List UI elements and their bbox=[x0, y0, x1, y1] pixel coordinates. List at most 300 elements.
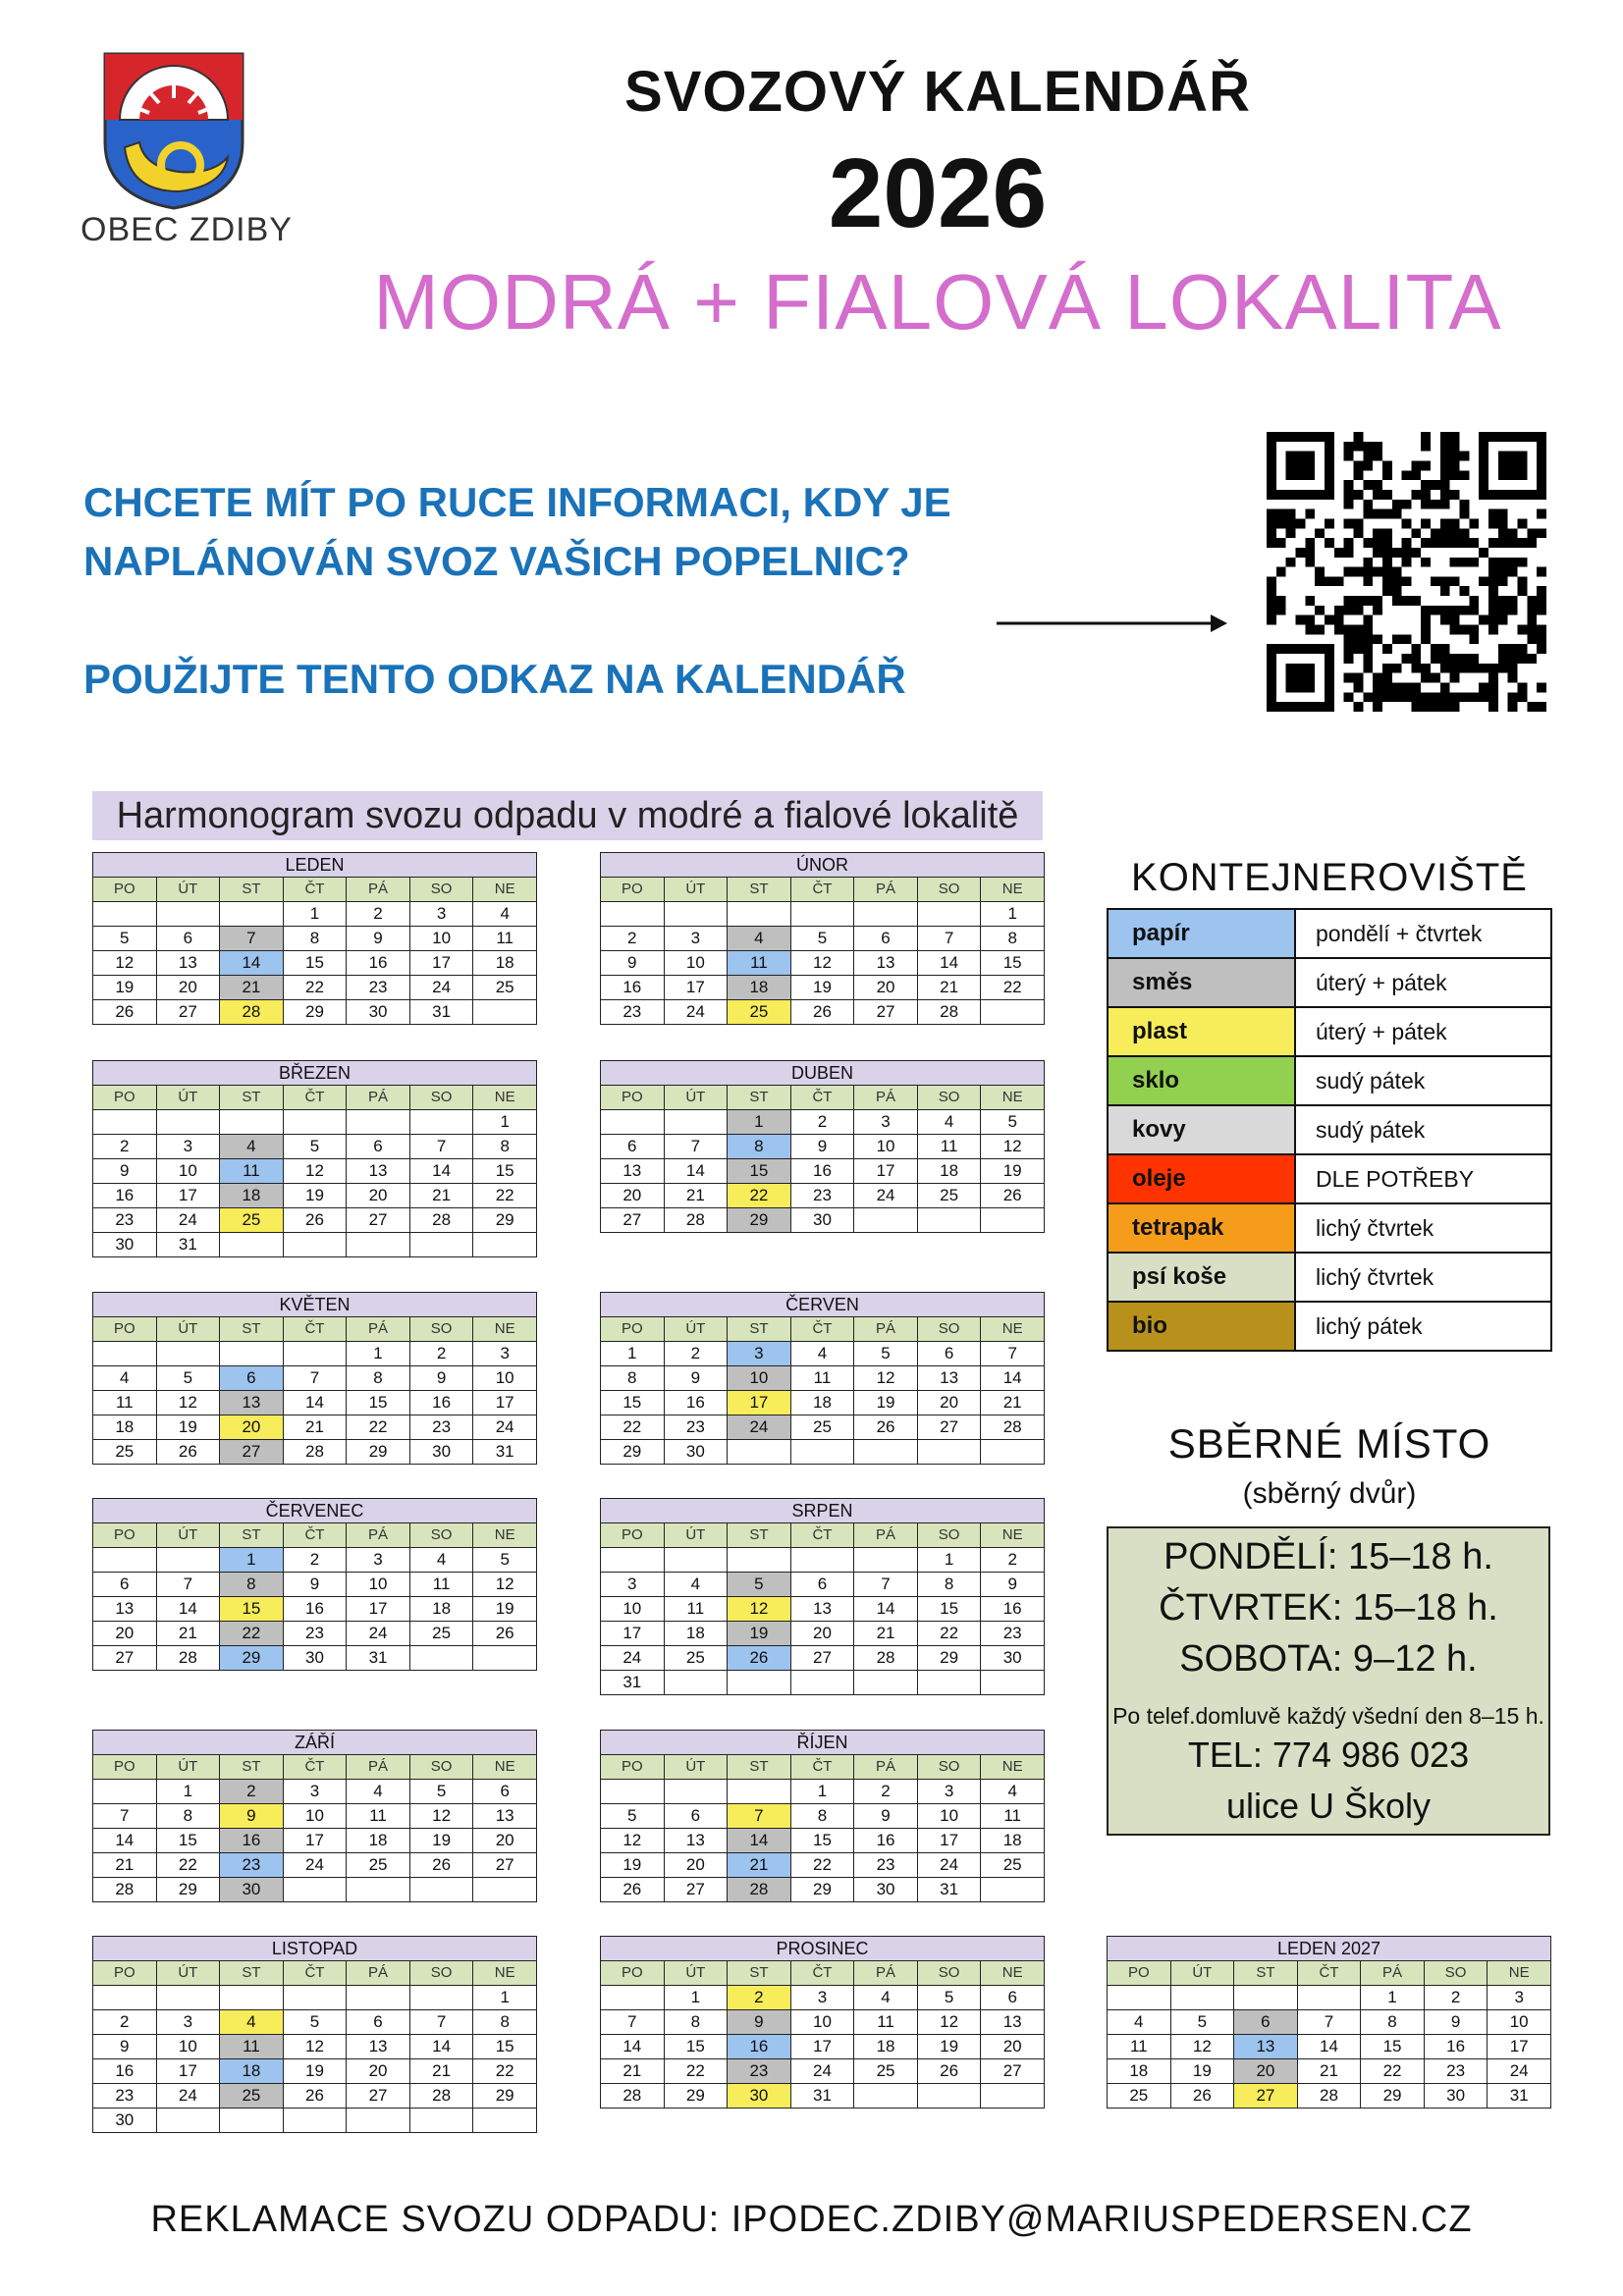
date-cell: 12 bbox=[283, 2035, 347, 2059]
date-cell: 27 bbox=[347, 2084, 410, 2109]
date-cell: 15 bbox=[601, 1391, 665, 1415]
empty-cell bbox=[347, 1986, 410, 2010]
empty-cell bbox=[917, 1671, 981, 1695]
date-cell: 1 bbox=[981, 902, 1045, 927]
week-row bbox=[93, 1597, 537, 1622]
date-cell: 11 bbox=[1108, 2035, 1171, 2059]
date-cell: 10 bbox=[1488, 2010, 1551, 2035]
collection-date-cell: 23 bbox=[728, 2059, 791, 2084]
date-cell: 15 bbox=[917, 1597, 981, 1622]
waste-type-label: kovy bbox=[1108, 1105, 1295, 1154]
weekday-label: ÚT bbox=[664, 1961, 728, 1986]
collection-date-cell: 27 bbox=[220, 1440, 284, 1465]
weekday-label: PO bbox=[93, 1755, 157, 1780]
date-cell: 28 bbox=[854, 1646, 918, 1671]
arrow-right-icon bbox=[997, 609, 1227, 638]
empty-cell bbox=[790, 1548, 854, 1573]
collection-date-cell: 1 bbox=[728, 1110, 791, 1135]
date-cell: 26 bbox=[601, 1878, 665, 1902]
waste-type-label: oleje bbox=[1108, 1154, 1295, 1203]
date-cell: 8 bbox=[790, 1804, 854, 1829]
date-cell: 21 bbox=[409, 2059, 473, 2084]
date-cell: 6 bbox=[917, 1342, 981, 1366]
weekday-label: PO bbox=[93, 878, 157, 902]
date-cell: 31 bbox=[601, 1671, 665, 1695]
date-cell: 20 bbox=[854, 976, 918, 1000]
date-cell: 14 bbox=[854, 1597, 918, 1622]
weekday-label: ST bbox=[728, 1317, 791, 1342]
week-row bbox=[601, 1780, 1045, 1804]
date-cell: 13 bbox=[981, 2010, 1045, 2035]
date-cell: 21 bbox=[283, 1415, 347, 1440]
empty-cell bbox=[728, 902, 791, 927]
weekday-label: ČT bbox=[790, 1523, 854, 1548]
date-cell: 5 bbox=[283, 1135, 347, 1159]
date-cell: 23 bbox=[93, 2084, 157, 2109]
legend-row bbox=[1108, 1105, 1551, 1154]
collection-date-cell: 15 bbox=[728, 1159, 791, 1184]
date-cell: 1 bbox=[473, 1986, 537, 2010]
date-cell: 5 bbox=[1170, 2010, 1234, 2035]
date-cell: 30 bbox=[981, 1646, 1045, 1671]
page-title: SVOZOVÝ KALENDÁŘ bbox=[624, 60, 1251, 124]
date-cell: 21 bbox=[601, 2059, 665, 2084]
waste-type-label: plast bbox=[1108, 1007, 1295, 1056]
date-cell: 4 bbox=[917, 1110, 981, 1135]
date-cell: 15 bbox=[347, 1391, 410, 1415]
empty-cell bbox=[93, 1342, 157, 1366]
weekday-label: PO bbox=[601, 1523, 665, 1548]
empty-cell bbox=[601, 1780, 665, 1804]
month-table bbox=[600, 1730, 1045, 1902]
date-cell: 16 bbox=[93, 2059, 157, 2084]
date-cell: 9 bbox=[283, 1573, 347, 1597]
date-cell: 7 bbox=[409, 1135, 473, 1159]
date-cell: 2 bbox=[93, 1135, 157, 1159]
empty-cell bbox=[664, 1110, 728, 1135]
date-cell: 16 bbox=[409, 1391, 473, 1415]
week-row bbox=[1108, 2035, 1551, 2059]
date-cell: 3 bbox=[790, 1986, 854, 2010]
date-cell: 24 bbox=[917, 1853, 981, 1878]
collection-point-hours-box bbox=[1107, 1526, 1550, 1836]
weekday-label: PO bbox=[1108, 1961, 1171, 1986]
collection-date-cell: 7 bbox=[728, 1804, 791, 1829]
date-cell: 9 bbox=[1424, 2010, 1488, 2035]
date-cell: 13 bbox=[854, 951, 918, 976]
waste-legend-table bbox=[1107, 908, 1552, 1352]
date-cell: 20 bbox=[917, 1391, 981, 1415]
empty-cell bbox=[728, 1671, 791, 1695]
week-row bbox=[93, 2109, 537, 2133]
weekday-label: ÚT bbox=[156, 1086, 220, 1110]
date-cell: 26 bbox=[156, 1440, 220, 1465]
week-row bbox=[93, 1878, 537, 1902]
date-cell: 2 bbox=[93, 2010, 157, 2035]
date-cell: 24 bbox=[1488, 2059, 1551, 2084]
week-row bbox=[601, 1159, 1045, 1184]
collection-date-cell: 29 bbox=[220, 1646, 284, 1671]
month-table bbox=[92, 1936, 537, 2133]
weekday-label: PO bbox=[93, 1961, 157, 1986]
legend-row bbox=[1108, 1203, 1551, 1253]
weekday-label: PO bbox=[601, 878, 665, 902]
date-cell: 2 bbox=[981, 1548, 1045, 1573]
complaints-contact[interactable]: REKLAMACE SVOZU ODPADU: IPODEC.ZDIBY@MARIUSPEDERSEN.CZ bbox=[150, 2199, 1473, 2240]
date-cell: 28 bbox=[409, 2084, 473, 2109]
date-cell: 3 bbox=[283, 1780, 347, 1804]
date-cell: 31 bbox=[409, 1000, 473, 1025]
date-cell: 26 bbox=[981, 1184, 1045, 1208]
collection-point-subtitle: (sběrný dvůr) bbox=[1242, 1477, 1417, 1510]
empty-cell bbox=[981, 1671, 1045, 1695]
month-table bbox=[92, 1292, 537, 1465]
date-cell: 13 bbox=[664, 1829, 728, 1853]
collection-schedule-text: úterý + pátek bbox=[1295, 1007, 1551, 1056]
collection-date-cell: 26 bbox=[728, 1646, 791, 1671]
week-row bbox=[93, 1646, 537, 1671]
weekday-label: ČT bbox=[283, 1523, 347, 1548]
weekday-label: NE bbox=[981, 1317, 1045, 1342]
collection-date-cell: 28 bbox=[728, 1878, 791, 1902]
date-cell: 25 bbox=[473, 976, 537, 1000]
empty-cell bbox=[790, 1671, 854, 1695]
empty-cell bbox=[473, 1233, 537, 1257]
weekday-label: PO bbox=[93, 1523, 157, 1548]
collection-schedule-text: pondělí + čtvrtek bbox=[1295, 909, 1551, 958]
week-row bbox=[601, 1622, 1045, 1646]
empty-cell bbox=[917, 1440, 981, 1465]
empty-cell bbox=[283, 1986, 347, 2010]
month-name: ZÁŘÍ bbox=[93, 1731, 537, 1755]
date-cell: 20 bbox=[347, 2059, 410, 2084]
date-cell: 17 bbox=[854, 1159, 918, 1184]
week-row bbox=[601, 976, 1045, 1000]
date-cell: 31 bbox=[156, 1233, 220, 1257]
calendar-link-text: POUŽIJTE TENTO ODKAZ NA KALENDÁŘ bbox=[83, 656, 906, 702]
month-name: BŘEZEN bbox=[93, 1061, 537, 1086]
date-cell: 28 bbox=[1297, 2084, 1361, 2109]
date-cell: 28 bbox=[917, 1000, 981, 1025]
weekday-label: PÁ bbox=[854, 1086, 918, 1110]
weekday-label: SO bbox=[409, 878, 473, 902]
date-cell: 8 bbox=[347, 1366, 410, 1391]
date-cell: 11 bbox=[854, 2010, 918, 2035]
weekday-label: ČT bbox=[283, 1317, 347, 1342]
collection-date-cell: 8 bbox=[728, 1135, 791, 1159]
date-cell: 5 bbox=[156, 1366, 220, 1391]
date-cell: 25 bbox=[409, 1622, 473, 1646]
date-cell: 29 bbox=[790, 1878, 854, 1902]
empty-cell bbox=[156, 1548, 220, 1573]
date-cell: 3 bbox=[347, 1548, 410, 1573]
date-cell: 28 bbox=[981, 1415, 1045, 1440]
date-cell: 21 bbox=[156, 1622, 220, 1646]
empty-cell bbox=[347, 2109, 410, 2133]
empty-cell bbox=[156, 1342, 220, 1366]
date-cell: 24 bbox=[473, 1415, 537, 1440]
date-cell: 18 bbox=[854, 2035, 918, 2059]
week-row bbox=[93, 1184, 537, 1208]
collection-schedule-text: lichý čtvrtek bbox=[1295, 1203, 1551, 1253]
date-cell: 20 bbox=[156, 976, 220, 1000]
weekday-label: PÁ bbox=[854, 878, 918, 902]
weekday-label: PÁ bbox=[347, 1961, 410, 1986]
weekday-label: PÁ bbox=[347, 878, 410, 902]
empty-cell bbox=[917, 2084, 981, 2109]
date-cell: 29 bbox=[473, 2084, 537, 2109]
date-cell: 8 bbox=[664, 2010, 728, 2035]
date-cell: 21 bbox=[981, 1391, 1045, 1415]
weekday-label: PÁ bbox=[854, 1755, 918, 1780]
date-cell: 15 bbox=[283, 951, 347, 976]
collection-schedule-text: sudý pátek bbox=[1295, 1105, 1551, 1154]
collection-date-cell: 25 bbox=[220, 2084, 284, 2109]
empty-cell bbox=[409, 1878, 473, 1902]
date-cell: 22 bbox=[473, 1184, 537, 1208]
date-cell: 3 bbox=[156, 1135, 220, 1159]
collection-schedule-text: lichý čtvrtek bbox=[1295, 1253, 1551, 1302]
date-cell: 12 bbox=[93, 951, 157, 976]
collection-date-cell: 4 bbox=[220, 2010, 284, 2035]
date-cell: 16 bbox=[664, 1391, 728, 1415]
empty-cell bbox=[156, 902, 220, 927]
date-cell: 10 bbox=[283, 1804, 347, 1829]
collection-date-cell: 18 bbox=[220, 1184, 284, 1208]
empty-cell bbox=[917, 902, 981, 927]
container-site-title: KONTEJNEROVIŠTĚ bbox=[1131, 856, 1528, 899]
empty-cell bbox=[1234, 1986, 1298, 2010]
weekday-label: NE bbox=[473, 1086, 537, 1110]
collection-date-cell: 13 bbox=[220, 1391, 284, 1415]
date-cell: 1 bbox=[1361, 1986, 1425, 2010]
date-cell: 3 bbox=[156, 2010, 220, 2035]
date-cell: 22 bbox=[601, 1415, 665, 1440]
date-cell: 18 bbox=[790, 1391, 854, 1415]
date-cell: 17 bbox=[1488, 2035, 1551, 2059]
date-cell: 13 bbox=[917, 1366, 981, 1391]
date-cell: 19 bbox=[283, 2059, 347, 2084]
date-cell: 14 bbox=[981, 1366, 1045, 1391]
week-row bbox=[93, 1829, 537, 1853]
month-table bbox=[92, 852, 537, 1025]
date-cell: 2 bbox=[601, 927, 665, 951]
date-cell: 27 bbox=[473, 1853, 537, 1878]
date-cell: 16 bbox=[1424, 2035, 1488, 2059]
weekday-label: PÁ bbox=[1361, 1961, 1425, 1986]
legend-row bbox=[1108, 1056, 1551, 1105]
date-cell: 7 bbox=[1297, 2010, 1361, 2035]
week-row bbox=[601, 1208, 1045, 1233]
weekday-label: PO bbox=[601, 1317, 665, 1342]
date-cell: 29 bbox=[283, 1000, 347, 1025]
collection-date-cell: 2 bbox=[220, 1780, 284, 1804]
date-cell: 8 bbox=[981, 927, 1045, 951]
date-cell: 18 bbox=[347, 1829, 410, 1853]
date-cell: 12 bbox=[283, 1159, 347, 1184]
empty-cell bbox=[283, 1878, 347, 1902]
date-cell: 28 bbox=[664, 1208, 728, 1233]
date-cell: 9 bbox=[93, 1159, 157, 1184]
logo-text: OBEC ZDIBY bbox=[81, 211, 293, 248]
date-cell: 1 bbox=[601, 1342, 665, 1366]
date-cell: 22 bbox=[790, 1853, 854, 1878]
date-cell: 14 bbox=[283, 1391, 347, 1415]
weekday-label: ÚT bbox=[664, 878, 728, 902]
collection-date-cell: 18 bbox=[220, 2059, 284, 2084]
date-cell: 3 bbox=[473, 1342, 537, 1366]
month-name: LISTOPAD bbox=[93, 1937, 537, 1961]
weekday-label: ÚT bbox=[156, 1755, 220, 1780]
date-cell: 15 bbox=[156, 1829, 220, 1853]
year: 2026 bbox=[828, 138, 1048, 248]
qr-code-icon[interactable] bbox=[1267, 432, 1546, 712]
date-cell: 10 bbox=[347, 1573, 410, 1597]
month-name: KVĚTEN bbox=[93, 1293, 537, 1317]
weekday-label: NE bbox=[473, 1961, 537, 1986]
date-cell: 18 bbox=[981, 1829, 1045, 1853]
date-cell: 11 bbox=[409, 1573, 473, 1597]
month-name: LEDEN 2027 bbox=[1108, 1937, 1551, 1961]
week-row bbox=[601, 1986, 1045, 2010]
month-name: ŘÍJEN bbox=[601, 1731, 1045, 1755]
date-cell: 4 bbox=[347, 1780, 410, 1804]
week-row bbox=[93, 1622, 537, 1646]
date-cell: 2 bbox=[1424, 1986, 1488, 2010]
date-cell: 10 bbox=[917, 1804, 981, 1829]
thursday-hours: ČTVRTEK: 15–18 h. bbox=[1159, 1587, 1498, 1629]
date-cell: 22 bbox=[917, 1622, 981, 1646]
date-cell: 10 bbox=[854, 1135, 918, 1159]
date-cell: 1 bbox=[664, 1986, 728, 2010]
weekday-label: PÁ bbox=[854, 1317, 918, 1342]
date-cell: 12 bbox=[409, 1804, 473, 1829]
date-cell: 1 bbox=[156, 1780, 220, 1804]
date-cell: 3 bbox=[664, 927, 728, 951]
weekday-label: SO bbox=[917, 1755, 981, 1780]
date-cell: 28 bbox=[601, 2084, 665, 2109]
week-row bbox=[601, 1391, 1045, 1415]
date-cell: 4 bbox=[1108, 2010, 1171, 2035]
date-cell: 17 bbox=[156, 1184, 220, 1208]
empty-cell bbox=[347, 1110, 410, 1135]
date-cell: 1 bbox=[473, 1110, 537, 1135]
collection-schedule-text: sudý pátek bbox=[1295, 1056, 1551, 1105]
empty-cell bbox=[409, 2109, 473, 2133]
weekday-label: ST bbox=[220, 1317, 284, 1342]
empty-cell bbox=[473, 1646, 537, 1671]
date-cell: 28 bbox=[93, 1878, 157, 1902]
month-table bbox=[92, 1498, 537, 1671]
collection-date-cell: 22 bbox=[728, 1184, 791, 1208]
weekday-label: SO bbox=[409, 1086, 473, 1110]
date-cell: 4 bbox=[790, 1342, 854, 1366]
collection-date-cell: 24 bbox=[728, 1415, 791, 1440]
weekday-label: ST bbox=[220, 1086, 284, 1110]
date-cell: 14 bbox=[93, 1829, 157, 1853]
date-cell: 1 bbox=[347, 1342, 410, 1366]
week-row bbox=[93, 1135, 537, 1159]
weekday-label: ST bbox=[220, 878, 284, 902]
week-row bbox=[1108, 2084, 1551, 2109]
date-cell: 27 bbox=[601, 1208, 665, 1233]
date-cell: 5 bbox=[93, 927, 157, 951]
week-row bbox=[93, 1804, 537, 1829]
date-cell: 7 bbox=[93, 1804, 157, 1829]
date-cell: 22 bbox=[664, 2059, 728, 2084]
week-row bbox=[93, 1573, 537, 1597]
date-cell: 3 bbox=[1488, 1986, 1551, 2010]
week-row bbox=[601, 2010, 1045, 2035]
collection-date-cell: 8 bbox=[220, 1573, 284, 1597]
collection-date-cell: 27 bbox=[1234, 2084, 1298, 2109]
week-row bbox=[601, 1878, 1045, 1902]
weekday-label: ČT bbox=[283, 1961, 347, 1986]
collection-date-cell: 21 bbox=[220, 976, 284, 1000]
week-row bbox=[601, 2035, 1045, 2059]
date-cell: 24 bbox=[409, 976, 473, 1000]
empty-cell bbox=[93, 1110, 157, 1135]
week-row bbox=[601, 1184, 1045, 1208]
date-cell: 21 bbox=[1297, 2059, 1361, 2084]
date-cell: 10 bbox=[664, 951, 728, 976]
waste-type-label: psí koše bbox=[1108, 1253, 1295, 1302]
empty-cell bbox=[93, 1548, 157, 1573]
empty-cell bbox=[728, 1548, 791, 1573]
collection-point-title: SBĚRNÉ MÍSTO bbox=[1167, 1420, 1491, 1467]
date-cell: 26 bbox=[409, 1853, 473, 1878]
collection-date-cell: 29 bbox=[728, 1208, 791, 1233]
date-cell: 13 bbox=[347, 1159, 410, 1184]
date-cell: 30 bbox=[409, 1440, 473, 1465]
collection-date-cell: 16 bbox=[728, 2035, 791, 2059]
date-cell: 12 bbox=[981, 1135, 1045, 1159]
date-cell: 23 bbox=[790, 1184, 854, 1208]
date-cell: 29 bbox=[601, 1440, 665, 1465]
collection-date-cell: 20 bbox=[220, 1415, 284, 1440]
date-cell: 27 bbox=[156, 1000, 220, 1025]
date-cell: 17 bbox=[664, 976, 728, 1000]
date-cell: 17 bbox=[790, 2035, 854, 2059]
month-name: DUBEN bbox=[601, 1061, 1045, 1086]
week-row bbox=[601, 2084, 1045, 2109]
empty-cell bbox=[220, 2109, 284, 2133]
date-cell: 11 bbox=[917, 1135, 981, 1159]
empty-cell bbox=[601, 1548, 665, 1573]
month-name: PROSINEC bbox=[601, 1937, 1045, 1961]
date-cell: 14 bbox=[156, 1597, 220, 1622]
date-cell: 25 bbox=[917, 1184, 981, 1208]
collection-date-cell: 4 bbox=[220, 1135, 284, 1159]
weekday-label: ÚT bbox=[1170, 1961, 1234, 1986]
date-cell: 10 bbox=[156, 2035, 220, 2059]
weekday-label: NE bbox=[473, 1317, 537, 1342]
week-row bbox=[93, 951, 537, 976]
date-cell: 23 bbox=[854, 1853, 918, 1878]
waste-type-label: směs bbox=[1108, 958, 1295, 1007]
week-row bbox=[601, 1671, 1045, 1695]
empty-cell bbox=[981, 1000, 1045, 1025]
date-cell: 3 bbox=[917, 1780, 981, 1804]
date-cell: 7 bbox=[409, 2010, 473, 2035]
date-cell: 26 bbox=[283, 2084, 347, 2109]
date-cell: 16 bbox=[854, 1829, 918, 1853]
empty-cell bbox=[473, 2109, 537, 2133]
empty-cell bbox=[409, 1646, 473, 1671]
date-cell: 16 bbox=[790, 1159, 854, 1184]
week-row bbox=[93, 2035, 537, 2059]
date-cell: 5 bbox=[917, 1986, 981, 2010]
